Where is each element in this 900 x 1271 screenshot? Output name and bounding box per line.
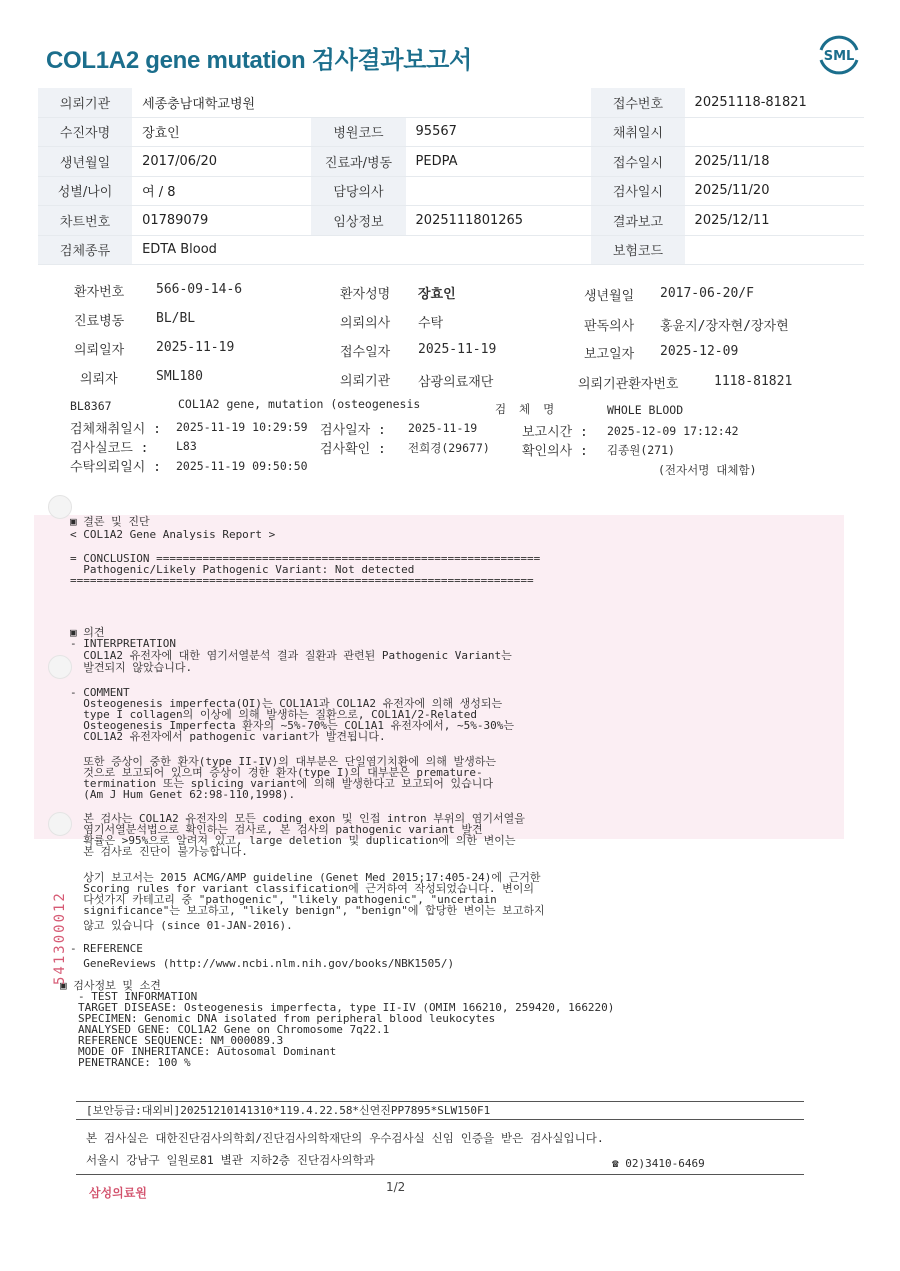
label-rpt-time: 보고시간 : — [522, 425, 588, 440]
dept: BL/BL — [156, 311, 196, 326]
header-row — [38, 147, 864, 177]
report-line: MODE OF INHERITANCE: Autosomal Dominant — [78, 1045, 337, 1058]
header-label: 검체종류 — [38, 235, 132, 265]
outsource: 2025-11-19 09:50:50 — [176, 459, 308, 473]
esign-note: (전자서명 대체함) — [658, 463, 757, 477]
sml-logo-icon — [815, 30, 863, 78]
divider — [76, 1101, 804, 1102]
report-line: termination 또는 splicing variant에 의해 발생한다고 보고되어 있습니다 — [70, 777, 494, 790]
req-org: 삼광의료재단 — [418, 375, 494, 390]
header-row — [38, 117, 864, 147]
patient-no: 566-09-14-6 — [156, 282, 243, 297]
punch-hole — [48, 812, 72, 836]
label-specimen: 검 체 명 — [495, 402, 558, 416]
header-label: 접수일시 — [591, 147, 684, 177]
header-value: 여 / 8 — [132, 176, 311, 206]
label-outsource: 수탁의뢰일시 : — [70, 460, 162, 475]
patient-name: 장효인 — [418, 287, 456, 302]
report-line: significance"는 보고하고, "likely benign", "benign"에 합당한 변이는 보고하지 — [70, 904, 545, 917]
header-value: 01789079 — [132, 206, 311, 236]
header-value — [406, 176, 592, 206]
header-label: 의뢰기관 — [38, 88, 132, 117]
test-name: COL1A2 gene, mutation (osteogenesis — [178, 397, 421, 411]
report-line: - TEST INFORMATION — [78, 990, 198, 1003]
header-label: 접수번호 — [591, 88, 684, 117]
report-line: type I collagen의 이상에 의해 발생하는 질환으로, COL1A1/2-Related — [70, 708, 478, 721]
confirm-doc: 김종원(271) — [607, 443, 675, 457]
report-line: - INTERPRETATION — [70, 637, 176, 650]
label-req-org: 의뢰기관 — [340, 374, 391, 389]
report-line: 발견되지 않았습니다. — [70, 661, 193, 674]
label-exam-date: 검사일자 : — [320, 423, 386, 438]
report-line: 또한 증상이 중한 환자(type II-IV)의 대부분은 단일염기치환에 의해 발생하는 — [70, 755, 496, 768]
security-line: [보안등급:대외비]20251210141310*119.4.22.58*신연진PP7895*SLW150F1 — [86, 1104, 491, 1117]
label-confirm: 검사확인 : — [320, 442, 386, 457]
birth: 2017-06-20/F — [660, 286, 754, 301]
report-line: 않고 있습니다 (since 01-JAN-2016). — [70, 919, 293, 932]
header-label: 성별/나이 — [38, 176, 132, 206]
report-title: COL1A2 gene mutation 검사결과보고서 — [46, 47, 472, 74]
header-label: 담당의사 — [311, 176, 405, 206]
header-row — [38, 88, 864, 117]
header-value: 2025111801265 — [406, 206, 592, 236]
report-line: (Am J Hum Genet 62:98-110,1998). — [70, 788, 296, 801]
report-line: Scoring rules for variant classification에 근거하여 작성되었습니다. 변이의 — [70, 882, 535, 895]
label-room: 검사실코드 : — [70, 441, 149, 456]
report-line: TARGET DISEASE: Osteogenesis imperfecta, type II-IV (OMIM 166210, 259420, 166220) — [78, 1001, 615, 1014]
page-number: 1/2 — [386, 1180, 406, 1194]
lab-phone: ☎ 02)3410-6469 — [612, 1157, 705, 1170]
report-line: 확률은 >95%으로 알려져 있고, large deletion 및 duplication에 의한 변이는 — [70, 834, 516, 847]
label-dept: 진료병동 — [74, 314, 125, 329]
report-line: ▣ 결론 및 진단 — [70, 515, 150, 528]
report-line: ▣ 의견 — [70, 626, 105, 639]
report-line: 상기 보고서는 2015 ACMG/AMP guideline (Genet Med 2015;17:405-24)에 근거한 — [70, 871, 541, 884]
report-line: ANALYSED GENE: COL1A2 Gene on Chromosome 7q22.1 — [78, 1023, 390, 1036]
lab-address: 서울시 강남구 일원로81 별관 지하2층 진단검사의학과 — [86, 1153, 375, 1167]
header-row — [38, 206, 864, 236]
header-value — [685, 235, 864, 265]
org-pno: 1118-81821 — [714, 374, 793, 389]
header-label: 결과보고 — [591, 206, 684, 236]
label-read-doc: 판독의사 — [584, 319, 635, 334]
label-patient-name: 환자성명 — [340, 287, 391, 302]
report-line: REFERENCE SEQUENCE: NM_000089.3 — [78, 1034, 284, 1047]
report-line: COL1A2 유전자에서 pathogenic variant가 발견됩니다. — [70, 730, 386, 743]
report-line: 것으로 보고되어 있으며 증상이 경한 환자(type I)의 대부분은 premature- — [70, 766, 483, 779]
report-line: COL1A2 유전자에 대한 염기서열분석 결과 질환과 관련된 Pathogenic Variant는 — [70, 649, 512, 662]
header-label: 채취일시 — [591, 117, 684, 147]
label-requester: 의뢰자 — [80, 372, 118, 387]
header-label: 병원코드 — [311, 117, 405, 147]
divider — [76, 1119, 804, 1120]
label-req-date: 의뢰일자 — [74, 343, 125, 358]
label-collect: 검체채취일시 : — [70, 422, 162, 437]
report-line: ▣ 검사정보 및 소견 — [60, 979, 161, 992]
header-label: 임상정보 — [311, 206, 405, 236]
report-line: SPECIMEN: Genomic DNA isolated from peripheral blood leukocytes — [78, 1012, 496, 1025]
report-line: - COMMENT — [70, 686, 130, 699]
header-value: 2017/06/20 — [132, 147, 311, 177]
read-doc: 홍윤지/장자현/장자현 — [660, 319, 789, 334]
exam-date: 2025-11-19 — [408, 421, 478, 435]
header-row — [38, 235, 864, 265]
cert-line: 본 검사실은 대한진단검사의학회/진단검사의학재단의 우수검사실 신임 인증을 받은 검사실입니다. — [86, 1131, 604, 1145]
report-line: = CONCLUSION ========================================================== — [70, 552, 541, 565]
test-code: BL8367 — [70, 399, 112, 413]
report-line: < COL1A2 Gene Analysis Report > — [70, 528, 276, 541]
header-value: 2025/11/18 — [685, 147, 864, 177]
report-line: Pathogenic/Likely Pathogenic Variant: Not detected — [70, 563, 415, 576]
collect: 2025-11-19 10:29:59 — [176, 420, 308, 434]
rpt-date: 2025-12-09 — [660, 344, 739, 359]
req-date: 2025-11-19 — [156, 340, 235, 355]
report-line: GeneReviews (http://www.ncbi.nlm.nih.gov/books/NBK1505/) — [70, 957, 455, 970]
specimen: WHOLE BLOOD — [607, 403, 684, 417]
report-line: 염기서열분석법으로 확인하는 검사로, 본 검사의 pathogenic variant 발견 — [70, 823, 483, 836]
header-label: 보험코드 — [591, 235, 684, 265]
footer-logo: 삼성의료원 — [89, 1186, 147, 1200]
report-line: PENETRANCE: 100 % — [78, 1056, 191, 1069]
req-doc: 수탁 — [418, 316, 444, 331]
header-value: 세종충남대학교병원 — [132, 88, 591, 117]
header-value: EDTA Blood — [132, 235, 591, 265]
header-label: 검사일시 — [591, 176, 684, 206]
label-rpt-date: 보고일자 — [584, 347, 635, 362]
label-birth: 생년월일 — [584, 289, 635, 304]
rcv-date: 2025-11-19 — [418, 342, 497, 357]
header-value: 장효인 — [132, 117, 311, 147]
confirm: 전희경(29677) — [408, 441, 490, 455]
label-patient-no: 환자번호 — [74, 285, 125, 300]
report-line: ====================================================================== — [70, 574, 534, 587]
header-value: 95567 — [406, 117, 592, 147]
label-rcv-date: 접수일자 — [340, 345, 391, 360]
header-label: 수진자명 — [38, 117, 132, 147]
header-label: 차트번호 — [38, 206, 132, 236]
header-label: 생년월일 — [38, 147, 132, 177]
side-serial-number: 541300012 — [52, 891, 68, 985]
room: L83 — [176, 439, 197, 453]
report-line: Osteogenesis Imperfecta 환자의 ~5%-70%는 COL1A1 유전자에서, ~5%-30%는 — [70, 719, 515, 732]
divider — [76, 1174, 804, 1175]
header-value: 2025/12/11 — [685, 206, 864, 236]
rpt-time: 2025-12-09 17:12:42 — [607, 424, 739, 438]
punch-hole — [48, 655, 72, 679]
label-req-doc: 의뢰의사 — [340, 316, 391, 331]
svg-text:SML: SML — [823, 49, 855, 64]
header-label: 진료과/병동 — [311, 147, 405, 177]
header-value: 2025/11/20 — [685, 176, 864, 206]
label-org-pno: 의뢰기관환자번호 — [578, 377, 679, 392]
punch-hole — [48, 495, 72, 519]
report-line: 다섯가지 카테고리 중 "pathogenic", "likely pathogenic", "uncertain — [70, 893, 497, 906]
header-value: PEDPA — [406, 147, 592, 177]
report-line: Osteogenesis imperfecta(OI)는 COL1A1과 COL1A2 유전자에 의해 생성되는 — [70, 697, 503, 710]
header-value: 20251118-81821 — [685, 88, 864, 117]
header-info-table — [38, 88, 864, 265]
report-line: - REFERENCE — [70, 942, 143, 955]
header-value — [685, 117, 864, 147]
header-row — [38, 176, 864, 206]
report-line: 본 검사로 진단이 불가능합니다. — [70, 845, 248, 858]
requester: SML180 — [156, 369, 203, 384]
label-confirm-doc: 확인의사 : — [522, 444, 588, 459]
report-line: 본 검사는 COL1A2 유전자의 모든 coding exon 및 인접 intron 부위의 염기서열을 — [70, 812, 525, 825]
